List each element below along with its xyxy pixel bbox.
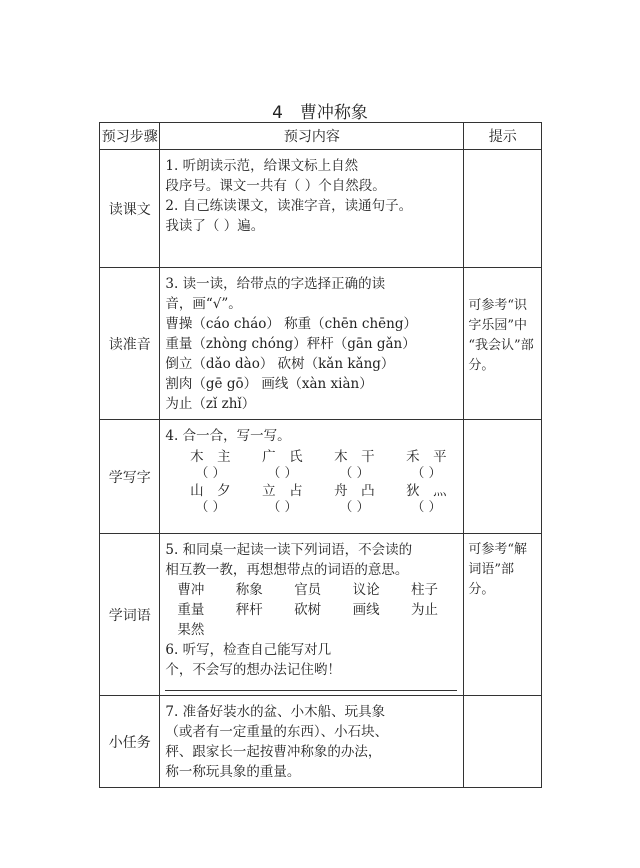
hint-cell [464, 150, 542, 268]
content-line: 相互教一教，再想想带点的词语的意思。 [165, 562, 409, 578]
content-cell [160, 534, 464, 696]
answer-paren: （ ） [267, 466, 298, 481]
word: 称象 [235, 582, 263, 598]
character-grid [179, 448, 457, 516]
step-label: 学词语 [100, 534, 160, 696]
answer-paren: （ ） [195, 466, 226, 481]
content-line: 秤、跟家长一起按曹冲称象的办法， [165, 744, 382, 760]
answer-paren: （ ） [411, 466, 442, 481]
char-left: 舟 [334, 483, 348, 499]
content-line: 倒立（dǎo dào） 砍树（kǎn kǎng） [165, 356, 395, 372]
char-right: 主 [217, 449, 231, 465]
step-label: 读课文 [100, 150, 160, 268]
content-line: 7. 准备好装水的盆、小木船、玩具象 [165, 704, 386, 720]
content-line: 段序号。课文一共有（ ）个自然段。 [165, 178, 386, 194]
step-label: 学写字 [100, 420, 160, 534]
content-line: 1. 听朗读示范，给课文标上自然 [165, 158, 359, 174]
char-right: 占 [289, 483, 303, 499]
character-pair [395, 448, 457, 482]
content-line: 我读了（ ）遍。 [165, 218, 265, 234]
word-list [177, 580, 457, 640]
table-row [100, 150, 542, 268]
page-title: 4 曹冲称象 [272, 103, 368, 123]
char-right: 平 [433, 449, 447, 465]
table-row [100, 268, 542, 420]
char-left: 狄 [406, 483, 420, 499]
hint-line: 分。 [468, 358, 495, 373]
char-left: 立 [262, 483, 276, 499]
content-cell [160, 268, 464, 420]
word: 砍树 [294, 602, 322, 618]
hint-cell [464, 696, 542, 788]
content-line: 称一称玩具象的重量。 [165, 764, 301, 780]
char-left: 木 [334, 449, 348, 465]
content-line: 4. 合一合，写一写。 [165, 428, 291, 444]
word: 果然 [177, 622, 205, 638]
hint-cell [464, 534, 542, 696]
char-right: 凸 [361, 483, 375, 499]
header-hint: 提示 [464, 123, 542, 150]
table-header-row [100, 123, 542, 150]
character-pair [323, 482, 385, 516]
preview-table [99, 122, 542, 788]
content-line: 割肉（gē gō） 画线（xàn xiàn） [165, 376, 373, 392]
char-right: 氏 [289, 449, 303, 465]
character-pair [323, 448, 385, 482]
char-right: 干 [361, 449, 375, 465]
hint-line: 词语”部分。 [468, 562, 515, 597]
word: 为止 [411, 602, 438, 618]
hint-line: 可参考“识 [468, 298, 528, 313]
word: 柱子 [411, 582, 438, 598]
answer-paren: （ ） [195, 500, 226, 515]
char-right: 夕 [217, 483, 231, 499]
hint-cell [464, 268, 542, 420]
char-left: 禾 [406, 449, 420, 465]
content-line: （或者有一定重量的东西）、小石块、 [165, 724, 389, 740]
answer-paren: （ ） [339, 500, 370, 515]
answer-paren: （ ） [267, 500, 298, 515]
word: 议论 [352, 582, 380, 598]
content-line: 为止（zǐ zhǐ） [165, 396, 256, 412]
hint-line: 字乐园”中 [468, 318, 528, 333]
character-pair [251, 482, 313, 516]
word: 官员 [294, 582, 322, 598]
char-left: 广 [262, 449, 276, 465]
content-line: 3. 读一读，给带点的字选择正确的读 [165, 276, 386, 292]
word: 画线 [352, 602, 380, 618]
table-row [100, 534, 542, 696]
table-row [100, 420, 542, 534]
character-pair [251, 448, 313, 482]
step-label: 读准音 [100, 268, 160, 420]
content-line: 曹操（cáo cháo） 称重（chēn chēng） [165, 316, 417, 332]
content-cell [160, 150, 464, 268]
writing-line[interactable] [165, 690, 457, 691]
hint-line: 可参考“解 [468, 542, 528, 557]
word: 重量 [177, 602, 205, 618]
header-step: 预习步骤 [100, 123, 160, 150]
character-pair [179, 448, 241, 482]
character-pair [179, 482, 241, 516]
content-cell [160, 696, 464, 788]
content-line: 音，画“√”。 [165, 296, 242, 312]
content-line: 2. 自己练读课文，读准字音，读通句子。 [165, 198, 413, 214]
answer-paren: （ ） [339, 466, 370, 481]
answer-paren: （ ） [411, 500, 442, 515]
content-line: 5. 和同桌一起读一读下列词语，不会读的 [165, 542, 413, 558]
step-label: 小任务 [100, 696, 160, 788]
word: 曹冲 [177, 582, 205, 598]
table-row [100, 696, 542, 788]
content-line: 6. 听写，检查自己能写对几 [165, 642, 332, 658]
content-line: 重量（zhòng chóng）秤杆（gān gǎn） [165, 336, 416, 352]
char-left: 山 [190, 483, 204, 499]
hint-line: “我会认”部 [468, 338, 534, 353]
char-left: 木 [190, 449, 204, 465]
header-content: 预习内容 [160, 123, 464, 150]
character-pair [395, 482, 457, 516]
word: 秤杆 [235, 602, 263, 618]
hint-cell [464, 420, 542, 534]
char-right: 灬 [433, 483, 447, 499]
content-cell [160, 420, 464, 534]
content-line: 个，不会写的想办法记住哟！ [165, 662, 341, 678]
